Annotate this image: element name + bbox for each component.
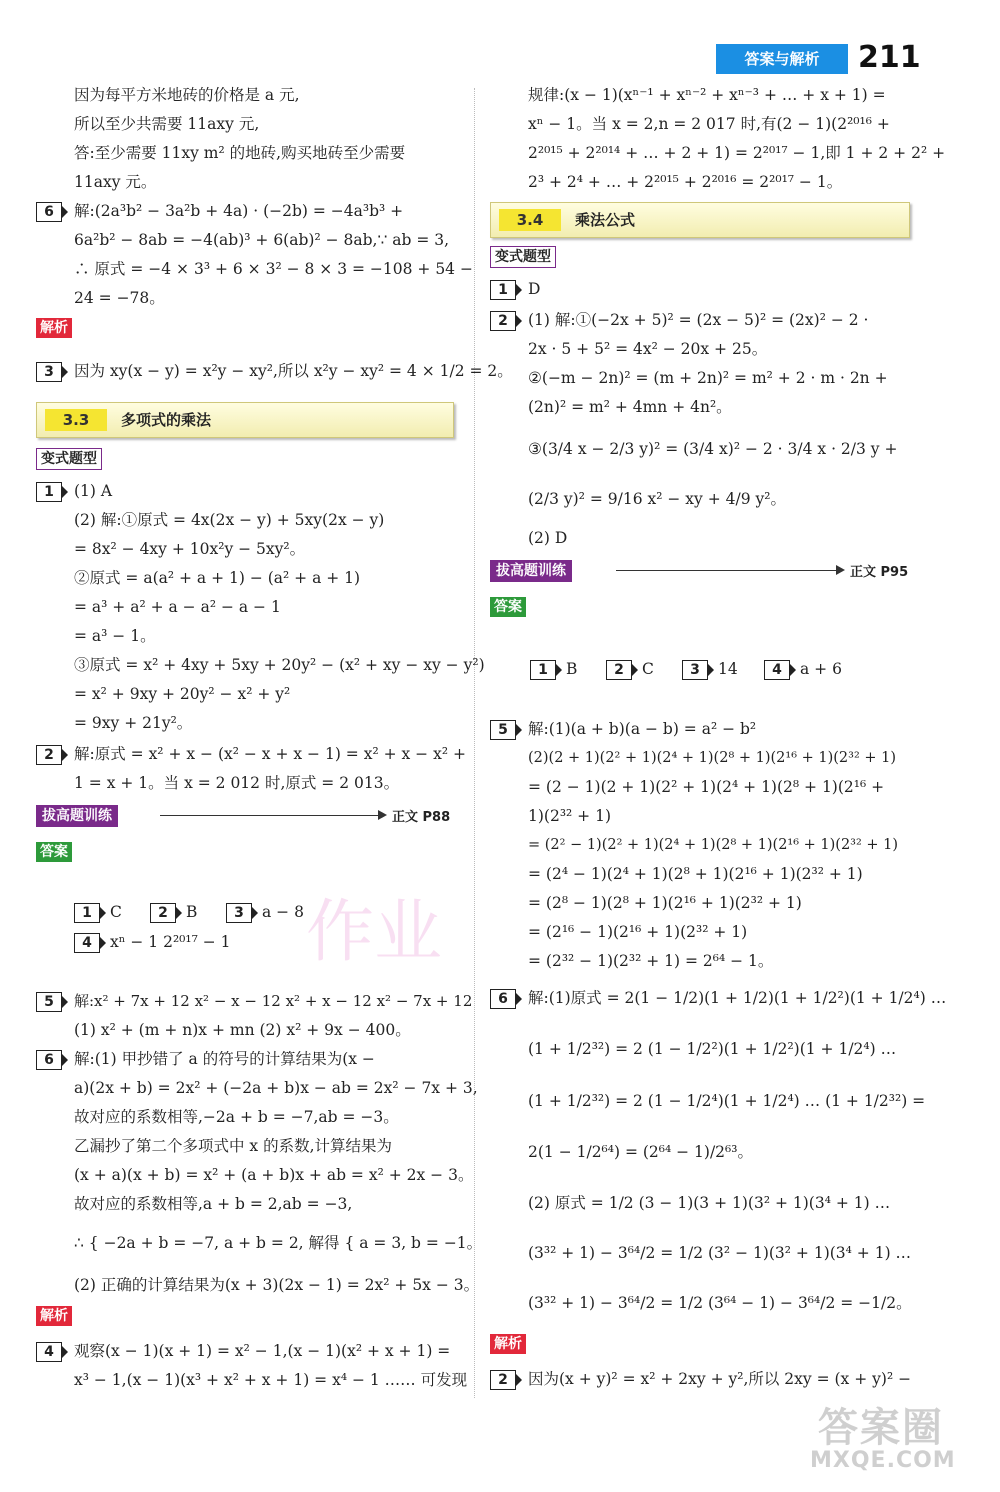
question-badge: 3 bbox=[36, 362, 62, 382]
page-number: 211 bbox=[858, 40, 921, 75]
text-line: 解:原式 = x² + x − (x² − x + x − 1) = x² + x − x² + bbox=[74, 745, 466, 763]
arrow-line bbox=[160, 815, 380, 816]
text-line: 答:至少需要 11xy m² 的地砖,购买地砖至少需要 bbox=[74, 144, 406, 162]
answer-badge: 4 bbox=[764, 660, 790, 680]
variant-tag: 变式题型 bbox=[490, 246, 556, 268]
page-ref: 正文 P95 bbox=[850, 565, 909, 580]
answer-badge: 1 bbox=[530, 660, 556, 680]
answer-badge: 3 bbox=[226, 903, 252, 923]
text-line: 所以至少共需要 11axy 元, bbox=[74, 115, 260, 133]
section-banner bbox=[36, 402, 454, 438]
text-line: 11axy 元。 bbox=[74, 173, 157, 191]
text-line: 解:(1)(a + b)(a − b) = a² − b² bbox=[528, 720, 757, 738]
text-line: (1) 解:①(−2x + 5)² = (2x − 5)² = (2x)² − 2 · bbox=[528, 311, 869, 329]
faint-stamp: 作业 bbox=[306, 893, 443, 972]
section-banner bbox=[490, 202, 910, 238]
arrow-line bbox=[616, 570, 838, 571]
text-line: = a³ + a² + a − a² − a − 1 bbox=[74, 598, 281, 616]
text-line: 2²⁰¹⁵ + 2²⁰¹⁴ + … + 2 + 1) = 2²⁰¹⁷ − 1,即 1 + 2 + 2² + bbox=[528, 144, 946, 162]
answer-badge: 2 bbox=[606, 660, 632, 680]
text-line: = (2¹⁶ − 1)(2¹⁶ + 1)(2³² + 1) bbox=[528, 923, 748, 941]
text-line: 解:(2a³b² − 3a²b + 4a) · (−2b) = −4a³b³ + bbox=[74, 202, 404, 220]
arrow-icon bbox=[836, 565, 845, 575]
text-line: = (2⁸ − 1)(2⁸ + 1)(2¹⁶ + 1)(2³² + 1) bbox=[528, 894, 802, 912]
text-line: ②原式 = a(a² + a + 1) − (a² + a + 1) bbox=[74, 569, 361, 587]
text-line: 2x · 5 + 5² = 4x² − 20x + 25。 bbox=[528, 340, 768, 358]
text-line: (x + a)(x + b) = x² + (a + b)x + ab = x² + 2x − 3。 bbox=[74, 1166, 474, 1184]
answer-badge: 1 bbox=[74, 903, 100, 923]
text-line: = 9xy + 21y²。 bbox=[74, 714, 193, 732]
question-badge: 6 bbox=[36, 202, 62, 222]
text-line: (1 + 1/2³²) = 2 (1 − 1/2²)(1 + 1/2²)(1 + 1/2⁴) … bbox=[528, 1040, 897, 1058]
text-line: 解:(1)原式 = 2(1 − 1/2)(1 + 1/2)(1 + 1/2²)(1 + 1/2⁴) … bbox=[528, 989, 947, 1007]
text-line: a)(2x + b) = 2x² + (−2a + b)x − ab = 2x² − 7x + 3, bbox=[74, 1079, 478, 1097]
answer-text: C bbox=[642, 660, 654, 678]
answer-badge: 4 bbox=[74, 933, 100, 953]
text-line: = 8x² − 4xy + 10x²y − 5xy²。 bbox=[74, 540, 306, 558]
text-line: 1 = x + 1。当 x = 2 012 时,原式 = 2 013。 bbox=[74, 774, 400, 792]
text-line: (1) A bbox=[74, 482, 113, 500]
answer-text: C bbox=[110, 903, 122, 921]
answer-tag: 答案 bbox=[36, 842, 72, 862]
text-line: ③原式 = x² + 4xy + 5xy + 20y² − (x² + xy − xy − y²) bbox=[74, 656, 485, 674]
text-line: 乙漏抄了第二个多项式中 x 的系数,计算结果为 bbox=[74, 1137, 393, 1155]
section-title: 乘法公式 bbox=[575, 211, 636, 229]
text-line: (2)(2 + 1)(2² + 1)(2⁴ + 1)(2⁸ + 1)(2¹⁶ + 1)(2³² + 1) bbox=[528, 750, 897, 766]
question-badge: 4 bbox=[36, 1342, 62, 1362]
answer-text: B bbox=[186, 903, 198, 921]
advanced-training-tag: 拔高题训练 bbox=[36, 805, 118, 827]
answer-text: xⁿ − 1 2²⁰¹⁷ − 1 bbox=[110, 933, 231, 951]
watermark-logo-text: 答案圈 bbox=[818, 1405, 944, 1451]
text-line: 6a²b² − 8ab = −4(ab)³ + 6(ab)² − 8ab,∵ ab = 3, bbox=[74, 231, 450, 249]
text-line: ∴ 原式 = −4 × 3³ + 6 × 3² − 8 × 3 = −108 + 54 − bbox=[74, 260, 473, 278]
text-line: 因为 xy(x − y) = x²y − xy²,所以 x²y − xy² = 4 × 1/2 = 2。 bbox=[74, 362, 513, 380]
text-line: (3³² + 1) − 3⁶⁴/2 = 1/2 (3² − 1)(3² + 1)(3⁴ + 1) … bbox=[528, 1244, 912, 1262]
analysis-tag: 解析 bbox=[36, 318, 72, 338]
text-line: x³ − 1,(x − 1)(x³ + x² + x + 1) = x⁴ − 1 …… 可发现 bbox=[74, 1371, 468, 1389]
text-line: = x² + 9xy + 20y² − x² + y² bbox=[74, 685, 291, 703]
section-number: 3.3 bbox=[45, 409, 107, 431]
question-badge: 6 bbox=[36, 1050, 62, 1070]
answer-badge: 2 bbox=[150, 903, 176, 923]
text-line: 2(1 − 1/2⁶⁴) = (2⁶⁴ − 1)/2⁶³。 bbox=[528, 1143, 753, 1161]
question-badge: 5 bbox=[36, 992, 62, 1012]
answer-text: B bbox=[566, 660, 578, 678]
header-tag: 答案与解析 bbox=[716, 44, 848, 74]
question-badge: 6 bbox=[490, 989, 516, 1009]
answer-text: a − 8 bbox=[262, 903, 304, 921]
advanced-training-tag: 拔高题训练 bbox=[490, 560, 572, 582]
text-line: = (2⁴ − 1)(2⁴ + 1)(2⁸ + 1)(2¹⁶ + 1)(2³² + 1) bbox=[528, 865, 863, 883]
text-line: 观察(x − 1)(x + 1) = x² − 1,(x − 1)(x² + x + 1) = bbox=[74, 1342, 451, 1360]
text-line: 故对应的系数相等,−2a + b = −7,ab = −3。 bbox=[74, 1108, 399, 1126]
text-line: 解:x² + 7x + 12 x² − x − 12 x² + x − 12 x² − 7x + 12 bbox=[74, 992, 473, 1010]
text-line: = (2² − 1)(2² + 1)(2⁴ + 1)(2⁸ + 1)(2¹⁶ + 1)(2³² + 1) bbox=[528, 837, 899, 853]
question-badge: 5 bbox=[490, 720, 516, 740]
text-line: (2) 原式 = 1/2 (3 − 1)(3 + 1)(3² + 1)(3⁴ + 1) … bbox=[528, 1194, 891, 1212]
text-line: 因为(x + y)² = x² + 2xy + y²,所以 2xy = (x + y)² − bbox=[528, 1370, 912, 1388]
text-line: 2³ + 2⁴ + … + 2²⁰¹⁵ + 2²⁰¹⁶ = 2²⁰¹⁷ − 1。 bbox=[528, 173, 843, 191]
section-title: 多项式的乘法 bbox=[121, 411, 212, 429]
answer-text: a + 6 bbox=[800, 660, 842, 678]
text-line: 解:(1) 甲抄错了 a 的符号的计算结果为(x − bbox=[74, 1050, 375, 1068]
text-line: xⁿ − 1。当 x = 2,n = 2 017 时,有(2 − 1)(2²⁰¹⁶ + bbox=[528, 115, 890, 133]
text-line: ∴ { −2a + b = −7, a + b = 2, 解得 { a = 3, b = −1。 bbox=[74, 1234, 483, 1252]
variant-tag: 变式题型 bbox=[36, 448, 102, 470]
text-line: (1 + 1/2³²) = 2 (1 − 1/2⁴)(1 + 1/2⁴) … (1 + 1/2³²) = bbox=[528, 1092, 926, 1110]
column-divider bbox=[474, 88, 475, 1398]
text-line: 故对应的系数相等,a + b = 2,ab = −3, bbox=[74, 1195, 353, 1213]
answer-tag: 答案 bbox=[490, 597, 526, 617]
site-watermark bbox=[810, 1396, 994, 1486]
answer-badge: 3 bbox=[682, 660, 708, 680]
text-line: = a³ − 1。 bbox=[74, 627, 156, 645]
text-line: 24 = −78。 bbox=[74, 289, 165, 307]
question-badge: 2 bbox=[490, 311, 516, 331]
text-line: 1)(2³² + 1) bbox=[528, 807, 611, 825]
text-line: (2) D bbox=[528, 529, 568, 547]
text-line: = (2³² − 1)(2³² + 1) = 2⁶⁴ − 1。 bbox=[528, 952, 774, 970]
text-line: ③(3/4 x − 2/3 y)² = (3/4 x)² − 2 · 3/4 x · 2/3 y + bbox=[528, 440, 898, 458]
analysis-tag: 解析 bbox=[36, 1306, 72, 1326]
text-line: (1) x² + (m + n)x + mn (2) x² + 9x − 400。 bbox=[74, 1021, 411, 1039]
question-badge: 2 bbox=[490, 1370, 516, 1390]
question-badge: 1 bbox=[490, 280, 516, 300]
section-number: 3.4 bbox=[499, 209, 561, 231]
text-line: (2/3 y)² = 9/16 x² − xy + 4/9 y²。 bbox=[528, 490, 786, 508]
analysis-tag: 解析 bbox=[490, 1334, 526, 1354]
page-ref: 正文 P88 bbox=[392, 810, 451, 825]
answer-text: 14 bbox=[718, 660, 738, 678]
text-line: (2) 解:①原式 = 4x(2x − y) + 5xy(2x − y) bbox=[74, 511, 385, 529]
text-line: (2n)² = m² + 4mn + 4n²。 bbox=[528, 398, 732, 416]
text-line: 因为每平方米地砖的价格是 a 元, bbox=[74, 86, 300, 104]
text-line: ②(−m − 2n)² = (m + 2n)² = m² + 2 · m · 2n + bbox=[528, 369, 888, 387]
question-badge: 2 bbox=[36, 745, 62, 765]
watermark-url: MXQE.COM bbox=[810, 1448, 956, 1473]
text-line: = (2 − 1)(2 + 1)(2² + 1)(2⁴ + 1)(2⁸ + 1)(2¹⁶ + bbox=[528, 778, 885, 796]
arrow-icon bbox=[378, 810, 387, 820]
question-badge: 1 bbox=[36, 482, 62, 502]
text-line: (2) 正确的计算结果为(x + 3)(2x − 1) = 2x² + 5x − 3。 bbox=[74, 1276, 480, 1294]
text-line: 规律:(x − 1)(xⁿ⁻¹ + xⁿ⁻² + xⁿ⁻³ + … + x + 1) = bbox=[528, 86, 886, 104]
text-line: (3³² + 1) − 3⁶⁴/2 = 1/2 (3⁶⁴ − 1) − 3⁶⁴/2 = −1/2。 bbox=[528, 1294, 912, 1312]
text-line: D bbox=[528, 280, 541, 298]
